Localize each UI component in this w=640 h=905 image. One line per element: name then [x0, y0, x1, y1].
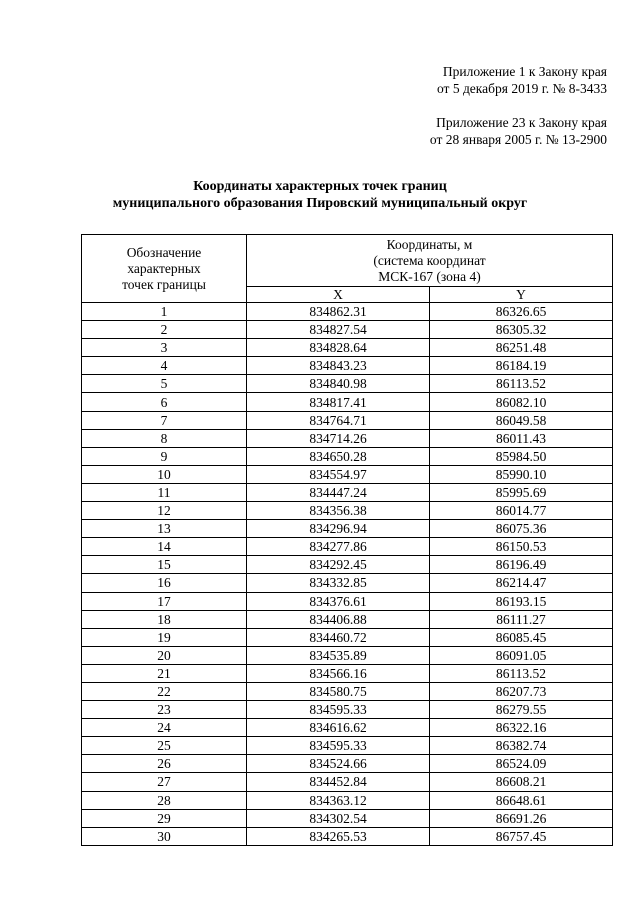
- point-cell: 13: [82, 520, 247, 538]
- document-title: [0, 178, 640, 212]
- appendix-1-line-1: Приложение 1 к Закону края: [442, 64, 607, 79]
- x-coordinate-cell: 834363.12: [247, 791, 430, 809]
- x-coordinate-cell: 834332.85: [247, 574, 430, 592]
- point-cell: 1: [82, 303, 247, 321]
- table-row: [82, 574, 613, 592]
- y-coordinate-cell: 86251.48: [430, 339, 613, 357]
- x-coordinate-cell: 834302.54: [247, 809, 430, 827]
- table-row: [82, 809, 613, 827]
- x-coordinate-cell: 834817.41: [247, 393, 430, 411]
- document-title-line-2: муниципального образования Пировский муниципальный округ: [112, 196, 528, 211]
- header-point-designation: [82, 235, 247, 303]
- point-cell: 3: [82, 339, 247, 357]
- y-coordinate-cell: 86322.16: [430, 719, 613, 737]
- y-coordinate-cell: 86111.27: [430, 610, 613, 628]
- x-coordinate-cell: 834764.71: [247, 411, 430, 429]
- x-coordinate-cell: 834447.24: [247, 483, 430, 501]
- table-row: [82, 664, 613, 682]
- y-coordinate-cell: 85984.50: [430, 447, 613, 465]
- y-coordinate-cell: 86326.65: [430, 303, 613, 321]
- point-cell: 14: [82, 538, 247, 556]
- coordinates-table-body: [82, 303, 613, 846]
- table-row: [82, 827, 613, 845]
- y-coordinate-cell: 86014.77: [430, 502, 613, 520]
- y-coordinate-cell: 86085.45: [430, 628, 613, 646]
- table-row: [82, 339, 613, 357]
- appendix-1-line-2: от 5 декабря 2019 г. № 8-3433: [436, 81, 607, 96]
- y-coordinate-cell: 86011.43: [430, 429, 613, 447]
- header-coords-line-3: МСК-167 (зона 4): [378, 268, 481, 284]
- y-coordinate-cell: 85990.10: [430, 465, 613, 483]
- table-row: [82, 737, 613, 755]
- appendix-23-reference: [430, 114, 607, 148]
- y-coordinate-cell: 86757.45: [430, 827, 613, 845]
- point-cell: 9: [82, 447, 247, 465]
- table-row: [82, 628, 613, 646]
- x-coordinate-cell: 834554.97: [247, 465, 430, 483]
- y-coordinate-cell: 86049.58: [430, 411, 613, 429]
- table-row: [82, 465, 613, 483]
- x-coordinate-cell: 834460.72: [247, 628, 430, 646]
- x-coordinate-cell: 834265.53: [247, 827, 430, 845]
- x-coordinate-cell: 834406.88: [247, 610, 430, 628]
- x-coordinate-cell: 834595.33: [247, 737, 430, 755]
- y-coordinate-cell: 86648.61: [430, 791, 613, 809]
- table-row: [82, 791, 613, 809]
- x-coordinate-cell: 834843.23: [247, 357, 430, 375]
- point-cell: 4: [82, 357, 247, 375]
- y-coordinate-cell: 86091.05: [430, 646, 613, 664]
- table-row: [82, 755, 613, 773]
- y-coordinate-cell: 86382.74: [430, 737, 613, 755]
- point-cell: 19: [82, 628, 247, 646]
- point-cell: 25: [82, 737, 247, 755]
- coordinates-table: [81, 234, 613, 846]
- y-coordinate-cell: 86184.19: [430, 357, 613, 375]
- table-row: [82, 321, 613, 339]
- header-coords-line-2: (система координат: [373, 252, 486, 268]
- y-coordinate-cell: 86193.15: [430, 592, 613, 610]
- point-cell: 20: [82, 646, 247, 664]
- point-cell: 8: [82, 429, 247, 447]
- point-cell: 17: [82, 592, 247, 610]
- point-cell: 30: [82, 827, 247, 845]
- header-coordinates: [247, 235, 613, 287]
- table-row: [82, 429, 613, 447]
- point-cell: 24: [82, 719, 247, 737]
- y-coordinate-cell: 86150.53: [430, 538, 613, 556]
- y-coordinate-cell: 86075.36: [430, 520, 613, 538]
- point-cell: 29: [82, 809, 247, 827]
- header-y: Y: [430, 287, 613, 303]
- x-coordinate-cell: 834356.38: [247, 502, 430, 520]
- x-coordinate-cell: 834277.86: [247, 538, 430, 556]
- y-coordinate-cell: 85995.69: [430, 483, 613, 501]
- x-coordinate-cell: 834452.84: [247, 773, 430, 791]
- point-cell: 12: [82, 502, 247, 520]
- appendix-23-line-1: Приложение 23 к Закону края: [436, 115, 607, 130]
- table-row: [82, 646, 613, 664]
- point-cell: 7: [82, 411, 247, 429]
- point-cell: 28: [82, 791, 247, 809]
- table-row: [82, 556, 613, 574]
- y-coordinate-cell: 86196.49: [430, 556, 613, 574]
- table-row: [82, 502, 613, 520]
- header-coords-line-1: Координаты, м: [386, 236, 473, 252]
- appendix-23-line-2: от 28 января 2005 г. № 13-2900: [429, 132, 607, 147]
- x-coordinate-cell: 834524.66: [247, 755, 430, 773]
- x-coordinate-cell: 834616.62: [247, 719, 430, 737]
- table-row: [82, 719, 613, 737]
- x-coordinate-cell: 834595.33: [247, 701, 430, 719]
- x-coordinate-cell: 834714.26: [247, 429, 430, 447]
- y-coordinate-cell: 86113.52: [430, 664, 613, 682]
- point-cell: 6: [82, 393, 247, 411]
- table-row: [82, 375, 613, 393]
- x-coordinate-cell: 834827.54: [247, 321, 430, 339]
- table-row: [82, 520, 613, 538]
- table-row: [82, 682, 613, 700]
- point-cell: 23: [82, 701, 247, 719]
- point-cell: 5: [82, 375, 247, 393]
- document-title-line-1: Координаты характерных точек границ: [193, 179, 447, 194]
- y-coordinate-cell: 86608.21: [430, 773, 613, 791]
- header-point-line-2: характерных: [127, 260, 201, 276]
- point-cell: 10: [82, 465, 247, 483]
- x-coordinate-cell: 834580.75: [247, 682, 430, 700]
- x-coordinate-cell: 834535.89: [247, 646, 430, 664]
- y-coordinate-cell: 86305.32: [430, 321, 613, 339]
- header-point-line-3: точек границы: [122, 276, 206, 292]
- x-coordinate-cell: 834292.45: [247, 556, 430, 574]
- table-row: [82, 538, 613, 556]
- point-cell: 15: [82, 556, 247, 574]
- table-row: [82, 393, 613, 411]
- point-cell: 18: [82, 610, 247, 628]
- y-coordinate-cell: 86279.55: [430, 701, 613, 719]
- point-cell: 27: [82, 773, 247, 791]
- table-row: [82, 447, 613, 465]
- y-coordinate-cell: 86691.26: [430, 809, 613, 827]
- x-coordinate-cell: 834650.28: [247, 447, 430, 465]
- x-coordinate-cell: 834840.98: [247, 375, 430, 393]
- table-row: [82, 357, 613, 375]
- y-coordinate-cell: 86207.73: [430, 682, 613, 700]
- table-row: [82, 773, 613, 791]
- table-row: [82, 303, 613, 321]
- point-cell: 11: [82, 483, 247, 501]
- x-coordinate-cell: 834296.94: [247, 520, 430, 538]
- x-coordinate-cell: 834862.31: [247, 303, 430, 321]
- y-coordinate-cell: 86524.09: [430, 755, 613, 773]
- table-row: [82, 610, 613, 628]
- table-row: [82, 701, 613, 719]
- point-cell: 26: [82, 755, 247, 773]
- x-coordinate-cell: 834566.16: [247, 664, 430, 682]
- y-coordinate-cell: 86214.47: [430, 574, 613, 592]
- point-cell: 16: [82, 574, 247, 592]
- table-row: [82, 411, 613, 429]
- y-coordinate-cell: 86113.52: [430, 375, 613, 393]
- y-coordinate-cell: 86082.10: [430, 393, 613, 411]
- appendix-1-reference: [437, 63, 607, 97]
- header-x: X: [247, 287, 430, 303]
- x-coordinate-cell: 834376.61: [247, 592, 430, 610]
- table-row: [82, 592, 613, 610]
- point-cell: 2: [82, 321, 247, 339]
- x-coordinate-cell: 834828.64: [247, 339, 430, 357]
- table-row: [82, 483, 613, 501]
- point-cell: 22: [82, 682, 247, 700]
- point-cell: 21: [82, 664, 247, 682]
- header-point-line-1: Обозначение: [126, 244, 202, 260]
